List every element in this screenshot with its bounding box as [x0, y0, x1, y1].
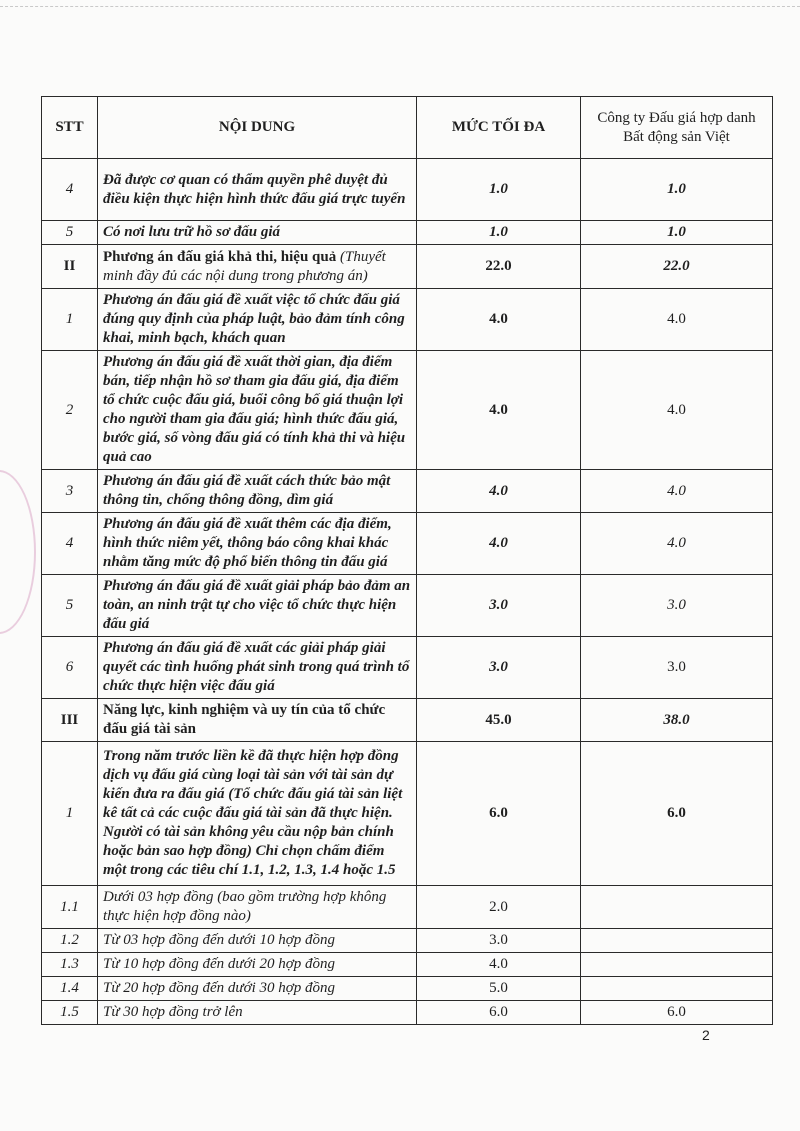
table-row: [42, 1001, 773, 1025]
row-max: 3.0: [417, 575, 581, 637]
row-content: Từ 30 hợp đồng trở lên: [98, 1001, 417, 1025]
row-company: 4.0: [581, 513, 773, 575]
row-company: 3.0: [581, 575, 773, 637]
row-stt: 1.2: [42, 929, 98, 953]
row-content: Phương án đấu giá đề xuất thêm các địa điểm, hình thức niêm yết, thông báo công khai khác nhằm tăng mức độ phổ biến thông tin đấu giá: [98, 513, 417, 575]
table-row: [42, 742, 773, 886]
row-content: Phương án đấu giá đề xuất thời gian, địa điểm bán, tiếp nhận hồ sơ tham gia đấu giá, địa điểm tổ chức cuộc đấu giá, buổi công bố giá thuận lợi cho người tham gia đấu giá; hình thức đấu giá, bước giá, số vòng đấu giá có tính khả thi và hiệu quả cao: [98, 351, 417, 470]
scoring-table: [41, 96, 773, 1025]
row-stt: 1.4: [42, 977, 98, 1001]
row-stt: 4: [42, 159, 98, 221]
page-top-edge: [0, 0, 800, 7]
row-stt: 1.5: [42, 1001, 98, 1025]
row-content: Năng lực, kinh nghiệm và uy tín của tổ chức đấu giá tài sản: [98, 699, 417, 742]
row-company: 22.0: [581, 245, 773, 289]
row-content: Từ 20 hợp đồng đến dưới 30 hợp đồng: [98, 977, 417, 1001]
row-content: Phương án đấu giá đề xuất cách thức bảo mật thông tin, chống thông đồng, dìm giá: [98, 470, 417, 513]
table-row: [42, 953, 773, 977]
table-row: [42, 699, 773, 742]
row-max: 6.0: [417, 742, 581, 886]
row-max: 4.0: [417, 470, 581, 513]
row-company: 1.0: [581, 221, 773, 245]
row-stt: 1.3: [42, 953, 98, 977]
row-stt: II: [42, 245, 98, 289]
row-content: [98, 245, 417, 289]
table-row: [42, 929, 773, 953]
row-stt: 5: [42, 221, 98, 245]
row-company: [581, 953, 773, 977]
row-content: Từ 03 hợp đồng đến dưới 10 hợp đồng: [98, 929, 417, 953]
row-stt: III: [42, 699, 98, 742]
row-content: Phương án đấu giá đề xuất việc tổ chức đấu giá đúng quy định của pháp luật, bảo đảm tính công khai, minh bạch, khách quan: [98, 289, 417, 351]
row-max: 4.0: [417, 289, 581, 351]
row-company: 4.0: [581, 289, 773, 351]
table-row: [42, 886, 773, 929]
row-stt: 1: [42, 289, 98, 351]
row-max: 6.0: [417, 1001, 581, 1025]
row-company: 38.0: [581, 699, 773, 742]
page-number: 2: [702, 1027, 710, 1043]
table-row: [42, 637, 773, 699]
row-company: [581, 929, 773, 953]
row-stt: 3: [42, 470, 98, 513]
row-content: Dưới 03 hợp đồng (bao gồm trường hợp không thực hiện hợp đồng nào): [98, 886, 417, 929]
row-content: Đã được cơ quan có thẩm quyền phê duyệt đủ điều kiện thực hiện hình thức đấu giá trực tuyến: [98, 159, 417, 221]
row-max: 45.0: [417, 699, 581, 742]
row-stt: 4: [42, 513, 98, 575]
table-row: [42, 575, 773, 637]
row-company: [581, 977, 773, 1001]
header-max-score: MỨC TỐI ĐA: [417, 97, 581, 159]
row-max: 3.0: [417, 929, 581, 953]
row-max: 5.0: [417, 977, 581, 1001]
table-row: [42, 351, 773, 470]
row-stt: 6: [42, 637, 98, 699]
row-content-title: Phương án đấu giá khả thi, hiệu quả: [103, 248, 337, 265]
row-content: Trong năm trước liền kề đã thực hiện hợp đồng dịch vụ đấu giá cùng loại tài sản với tài sản dự kiến đưa ra đấu giá (Tổ chức đấu giá tài sản liệt kê tất cả các cuộc đấu giá tài sản đã thực hiện. Người có tài sản không yêu cầu nộp bản chính hoặc bản sao hợp đồng) Chỉ chọn chấm điểm một trong các tiêu chí 1.1, 1.2, 1.3, 1.4 hoặc 1.5: [98, 742, 417, 886]
row-content: Có nơi lưu trữ hồ sơ đấu giá: [98, 221, 417, 245]
row-company: [581, 886, 773, 929]
row-company: 3.0: [581, 637, 773, 699]
row-company: 6.0: [581, 1001, 773, 1025]
row-content: Phương án đấu giá đề xuất giải pháp bảo đảm an toàn, an ninh trật tự cho việc tổ chức thực hiện đấu giá: [98, 575, 417, 637]
table-row: [42, 289, 773, 351]
table-row: [42, 977, 773, 1001]
header-content: NỘI DUNG: [98, 97, 417, 159]
header-stt: STT: [42, 97, 98, 159]
row-max: 4.0: [417, 953, 581, 977]
row-max: 4.0: [417, 351, 581, 470]
table-row: [42, 513, 773, 575]
table-header-row: [42, 97, 773, 159]
row-stt: 1: [42, 742, 98, 886]
row-company: 1.0: [581, 159, 773, 221]
row-max: 1.0: [417, 159, 581, 221]
row-company: 6.0: [581, 742, 773, 886]
header-company: Công ty Đấu giá hợp danh Bất động sản Việt: [581, 97, 773, 159]
seal-stamp-partial: [0, 470, 36, 634]
row-content-note: (Thuyết minh đầy đủ các nội dung trong phương án): [103, 248, 386, 284]
row-content: Từ 10 hợp đồng đến dưới 20 hợp đồng: [98, 953, 417, 977]
table-row: [42, 245, 773, 289]
row-company: 4.0: [581, 351, 773, 470]
row-company: 4.0: [581, 470, 773, 513]
row-max: 3.0: [417, 637, 581, 699]
row-max: 22.0: [417, 245, 581, 289]
row-max: 1.0: [417, 221, 581, 245]
table-row: [42, 470, 773, 513]
table-row: [42, 159, 773, 221]
row-max: 2.0: [417, 886, 581, 929]
row-stt: 5: [42, 575, 98, 637]
row-max: 4.0: [417, 513, 581, 575]
row-content: Phương án đấu giá đề xuất các giải pháp giải quyết các tình huống phát sinh trong quá trình tổ chức thực hiện việc đấu giá: [98, 637, 417, 699]
row-stt: 1.1: [42, 886, 98, 929]
row-stt: 2: [42, 351, 98, 470]
table-row: [42, 221, 773, 245]
